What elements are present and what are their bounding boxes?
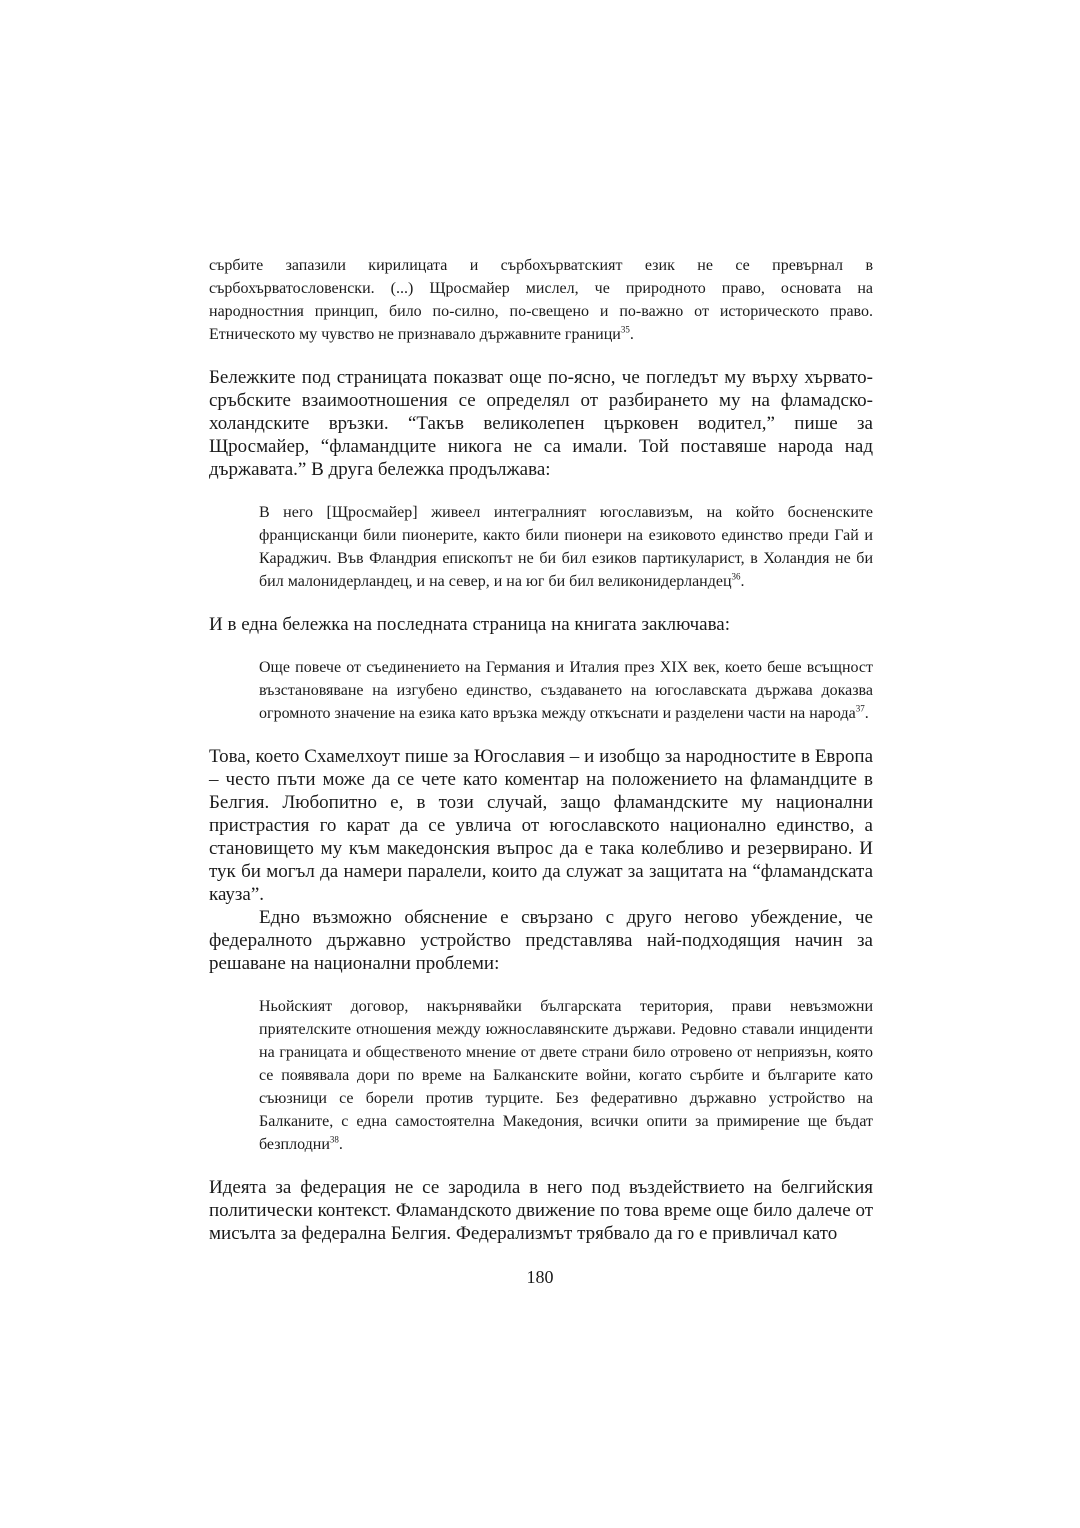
footnote-ref-38[interactable]: 38 (329, 1134, 339, 1145)
page-number: 180 (526, 1267, 554, 1287)
quote-text: В него [Щросмайер] живеел интегралният югославизъм, на който босненските францисканци били пионерите, както били пионери на езиковото единство преди Гай и Караджич. Във Фландрия епископът не би бил езиков партикуларист, в Холандия не би бил малонидерландец, и на север, и на юг би бил великонидерландец (259, 504, 873, 590)
paragraph-last-note: И в една бележка на последната страница на книгата заключава: (209, 614, 730, 635)
quote-text: сърбите запазили кирилицата и сърбохърватският език не се превърнал в сърбохърватословенски. (...) Щросмайер мислел, че природното право, основата на народностния принцип, било по-силно, по-свещено и по-важно от историческото право. Етническото му чувство не признавало държавните граници (209, 257, 873, 343)
paragraph-schamelhout: Това, което Схамелхоут пише за Югославия – и изобщо за народностите в Европа – често пъти може да се чете като коментар на положението на фламандците в Белгия. Любопитно е, в този случай, защо фламандските му национални пристрастия го карат да се увлича от югославското национално единство, а становището му към македонския въпрос да е така колебливо и резервирано. И тук би могъл да намери паралели, които да служат за защитата на “фламандската кауза”. (209, 746, 873, 905)
block-quote-unity: Още повече от съединението на Германия и Италия през XIX век, което беше всъщност възстановяване на изгубено единство, създаването на югославската държава доказва огромното значение на езика като връзка между откъснати и разделени части на народа$^{37}$. (259, 659, 873, 722)
footnote-ref-37[interactable]: 37 (855, 703, 865, 714)
continued-quote: сърбите запазили кирилицата и сърбохърватският език не се превърнал в сърбохърватословенски. (...) Щросмайер мислел, че природното право, основата на народностния принцип, било по-силно, по-свещено и по-важно от историческото право. Етническото му чувство не признавало държавните граници$^{35}$. (209, 257, 873, 343)
quote-text: Още повече от съединението на Германия и Италия през XIX век, което беше всъщност възстановяване на изгубено единство, създаването на югославската държава доказва огромното значение на езика като връзка между откъснати и разделени части на народа (259, 659, 873, 722)
paragraph-federation-idea: Идеята за федерация не се зародила в него под въздействието на белгийския политически контекст. Фламандското движение по това време още било далече от мисълта за федерална Белгия. Федерализмът трябвало да го е привличал като (209, 1177, 873, 1244)
block-quote-strossmayer: В него [Щросмайер] живеел интегралният югославизъм, на който босненските францисканци били пионерите, както били пионери на езиковото единство преди Гай и Караджич. Във Фландрия епископът не би бил езиков партикуларист, в Холандия не би бил малонидерландец, и на север, и на юг би бил великонидерландец$^{36}$. (259, 504, 873, 590)
block-quote-neuilly: Ньойският договор, накърнявайки българската територия, прави невъзможни приятелските отношения между южнославянските държави. Редовно ставали инциденти на границата и общественото мнение от двете страни било отровено от неприязън, която се появявала дори по време на Балканските войни, когато сърбите и българите като съюзници се борели против турците. Без федеративно държавно устройство на Балканите, с една самостоятелна Македония, всички опити за примирение ще бъдат безплодни$^{38}$. (259, 998, 873, 1153)
footnote-ref-35[interactable]: 35 (620, 324, 630, 335)
paragraph-notes: Бележките под страницата показват още по-ясно, че погледът му върху хървато-сръбските взаимоотношения се определял от разбирането му на фламадско-холандските връзки. “Такъв великолепен църковен водител,” пише за Щросмайер, “фламандците никога не са имали. Той поставяше народа над държавата.” В друга бележка продължава: (209, 367, 873, 480)
footnote-ref-36[interactable]: 36 (731, 571, 741, 582)
paragraph-federal: Едно възможно обяснение е свързано с друго негово убеждение, че федералното държавно устройство представлява най-подходящия начин за решаване на национални проблеми: (209, 907, 873, 974)
quote-text: Ньойският договор, накърнявайки българската територия, прави невъзможни приятелските отношения между южнославянските държави. Редовно ставали инциденти на границата и общественото мнение от двете страни било отровено от неприязън, която се появявала дори по време на Балканските войни, когато сърбите и българите като съюзници се борели против турците. Без федеративно държавно устройство на Балканите, с една самостоятелна Македония, всички опити за примирение ще бъдат безплодни (259, 998, 873, 1153)
page-body (209, 254, 873, 1245)
